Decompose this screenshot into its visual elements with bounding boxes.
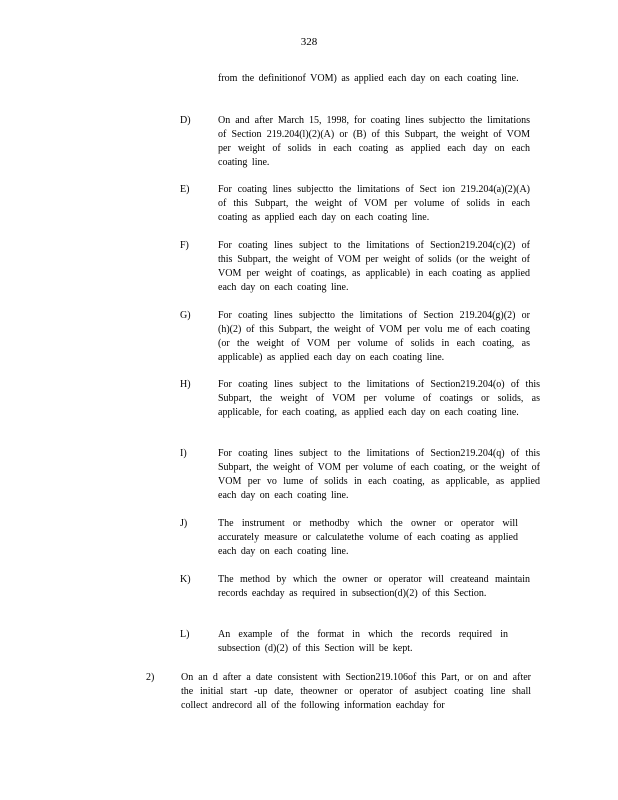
page-number: 328 <box>300 36 318 48</box>
item-marker-f: F) <box>180 240 189 251</box>
item-g-text: For coating lines subjectto the limitations of Section 219.204(g)(2) or (h)(2) of this Subpart, the weight of VOM per volu me of each coating (or the weight of VOM per volume of solids in each coating, as applicable) as applied each day on each coating line. <box>218 310 530 363</box>
item-marker-2: 2) <box>146 672 155 683</box>
item-marker-i: I) <box>180 448 187 459</box>
item-marker-e: E) <box>180 184 190 195</box>
continuation-paragraph: from the definitionof VOM) as applied each day on each coating line. <box>218 73 519 84</box>
item-marker-d: D) <box>180 115 191 126</box>
item-l-text: An example of the format in which the records required in subsection (d)(2) of this Section will be kept. <box>218 629 508 654</box>
item-i-text: For coating lines subject to the limitations of Section219.204(q) of this Subpart, the weight of VOM per volume of each coating, or the weight of VOM per vo lume of solids in each coating, as applicable, as applied each day on each coating line. <box>218 448 540 501</box>
item-f-text: For coating lines subject to the limitations of Section219.204(c)(2) of this Subpart, the weight of VOM per weight of solids (or the weight of VOM per weight of coatings, as applicable) in each coating as applied each day on each coating line. <box>218 240 530 293</box>
item-h-text: For coating lines subject to the limitations of Section219.204(o) of this Subpart, the weight of VOM per volume of coatings or solids, as applicable, for each coating, as applied each day on each coating line. <box>218 379 540 418</box>
item-k-text: The method by which the owner or operator will createand maintain records eachday as required in subsection(d)(2) of this Section. <box>218 574 530 599</box>
item-2-text: On an d after a date consistent with Section219.106of this Part, or on and after the initial start -up date, theowner or operator of asubject coating line shall collect andrecord all of the following information eachday for <box>181 672 531 711</box>
item-marker-g: G) <box>180 310 191 321</box>
item-marker-k: K) <box>180 574 191 585</box>
item-marker-h: H) <box>180 379 191 390</box>
item-j-text: The instrument or methodby which the owner or operator will accurately measure or calculatethe volume of each coating as applied each day on each coating line. <box>218 518 518 557</box>
item-e-text: For coating lines subjectto the limitations of Sect ion 219.204(a)(2)(A) of this Subpart, the weight of VOM per volume of solids in each coating as applied each day on each coating line. <box>218 184 530 223</box>
item-marker-l: L) <box>180 629 190 640</box>
item-marker-j: J) <box>180 518 188 529</box>
item-d-text: On and after March 15, 1998, for coating lines subjectto the limitations of Section 219.204(l)(2)(A) or (B) of this Subpart, the weight of VOM per weight of solids in each coating as applied each day on each coating line. <box>218 115 530 168</box>
